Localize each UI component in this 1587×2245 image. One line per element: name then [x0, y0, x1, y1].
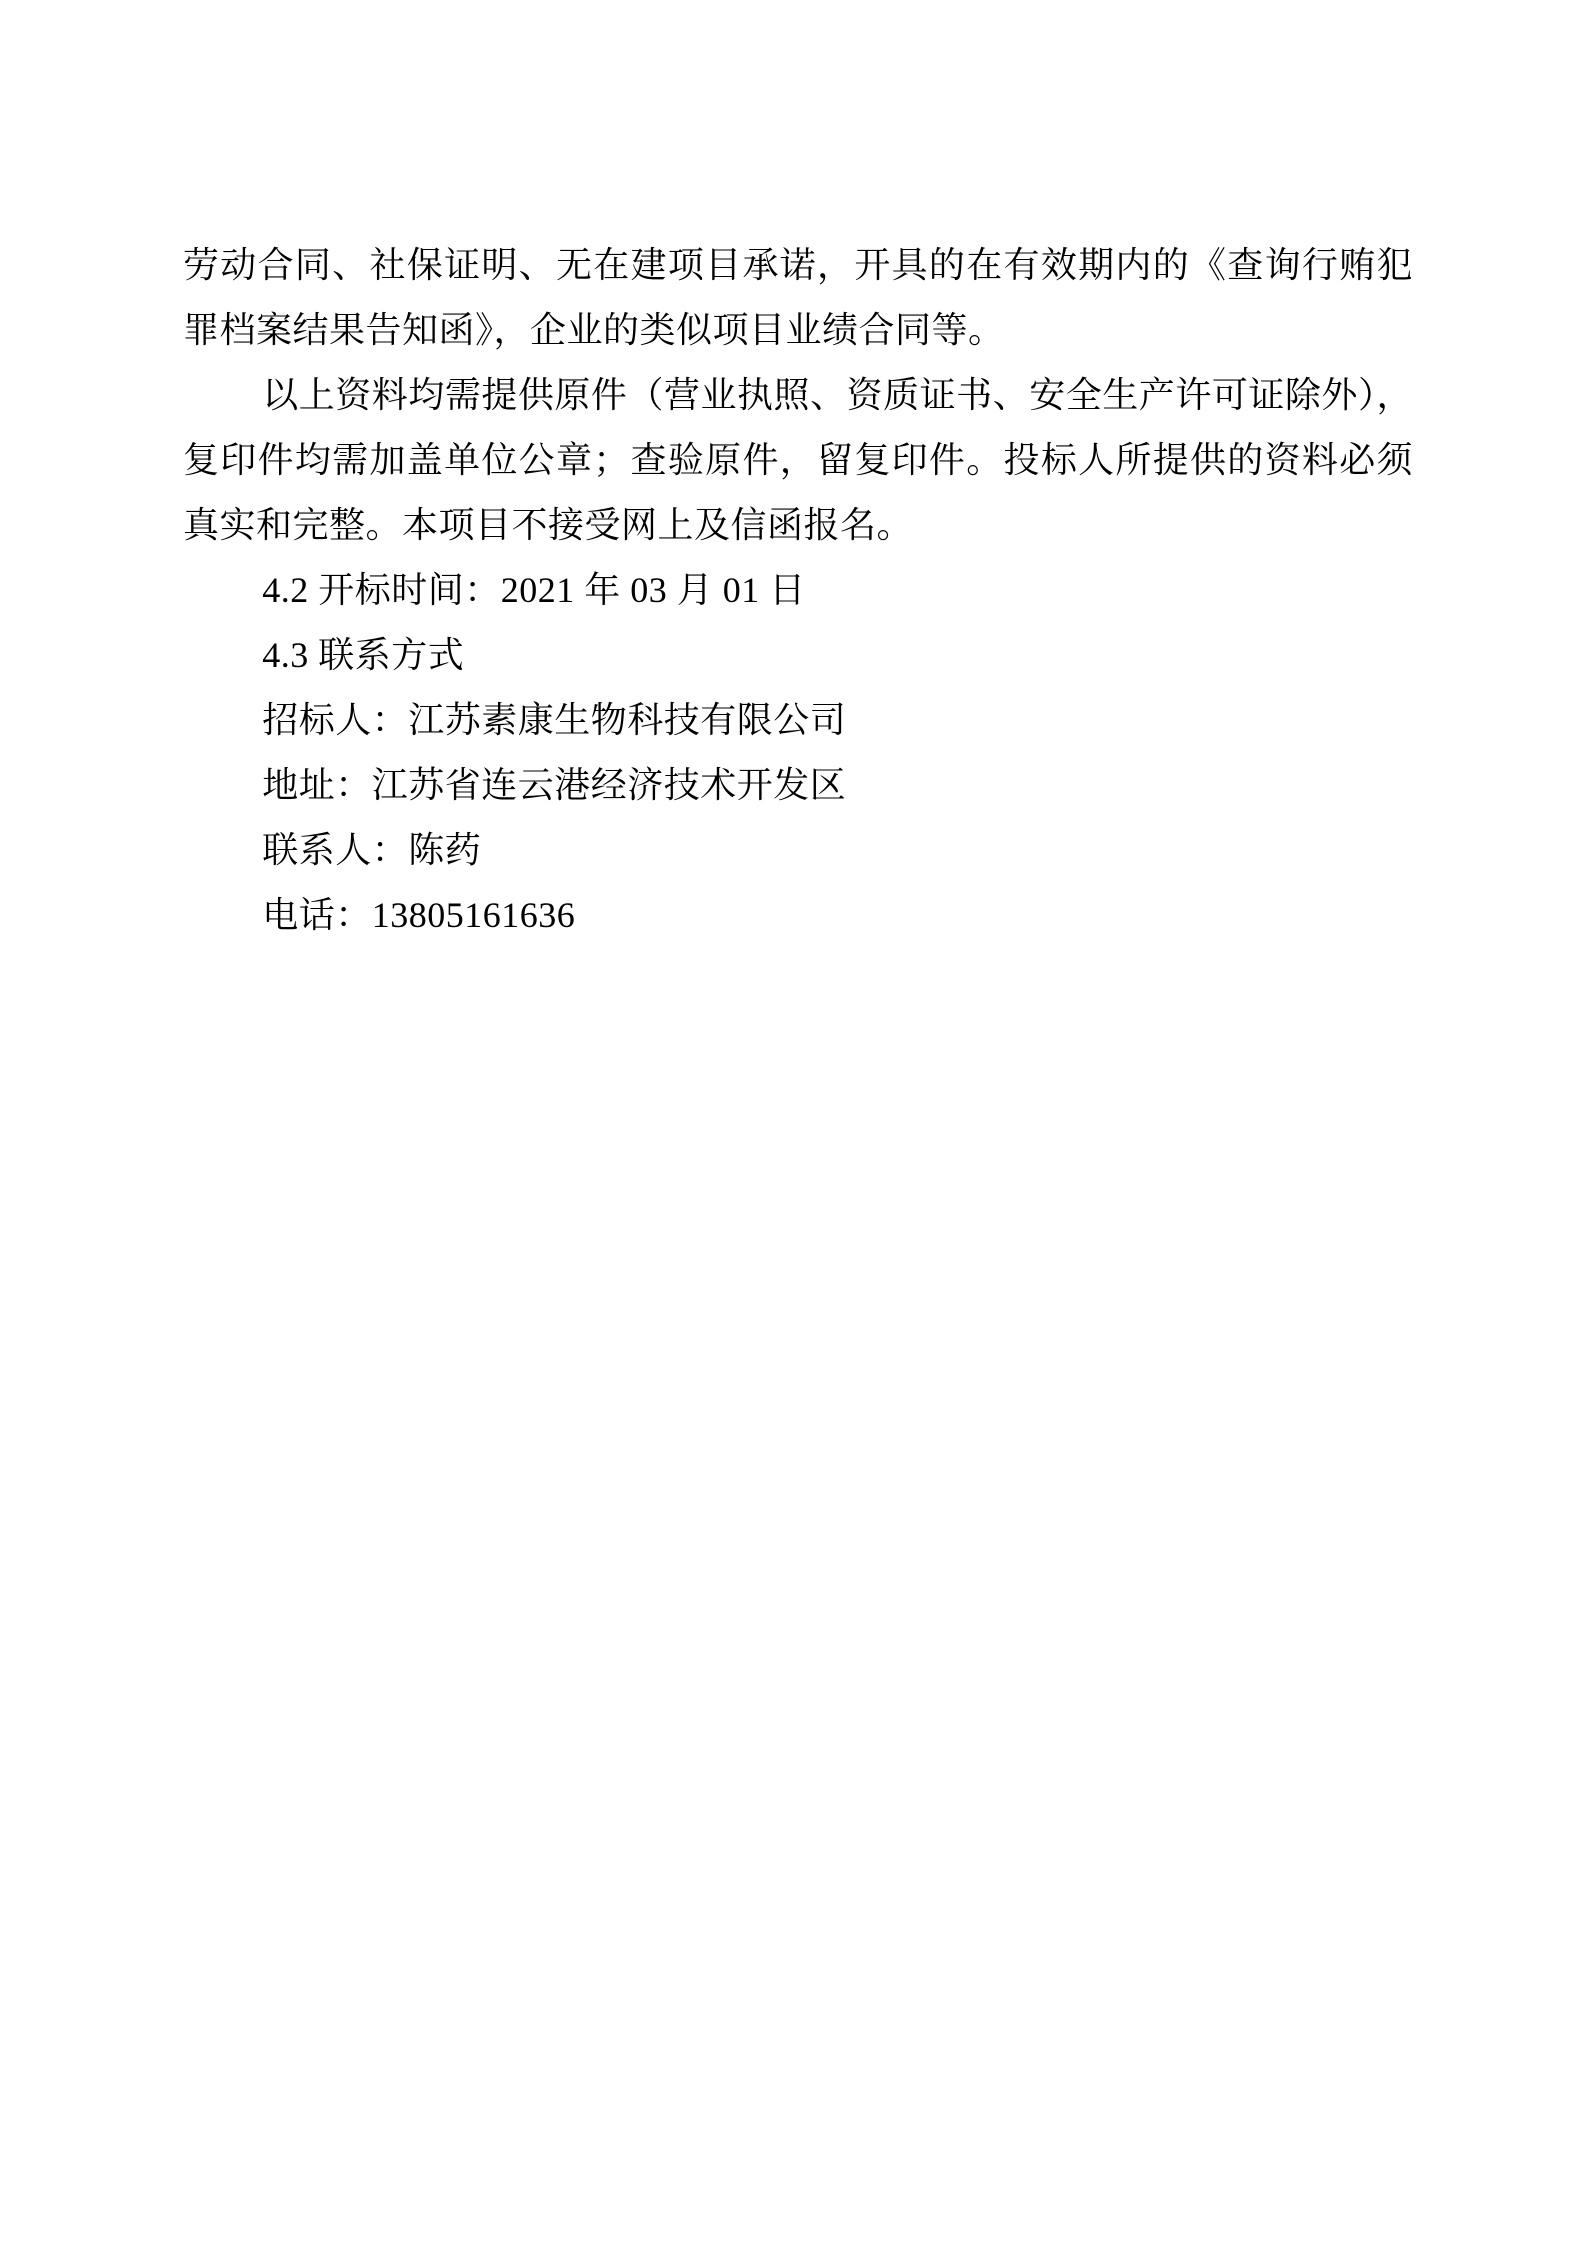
paragraph-continuation-materials: 劳动合同、社保证明、无在建项目承诺，开具的在有效期内的《查询行贿犯罪档案结果告知函》，企业的类似项目业绩合同等。 [183, 245, 1413, 350]
line-bid-opening-time: 4.2 开标时间：2021 年 03 月 01 日 [262, 570, 806, 610]
document-body [183, 233, 1413, 948]
line-phone-number: 电话：13805161636 [262, 895, 576, 935]
line-contact-person: 联系人：陈药 [262, 830, 482, 870]
line-tenderee: 招标人：江苏素康生物科技有限公司 [262, 700, 847, 740]
line-address: 地址：江苏省连云港经济技术开发区 [262, 765, 847, 805]
line-contact-section-heading: 4.3 联系方式 [262, 635, 465, 675]
paragraph-originals-requirement: 以上资料均需提供原件（营业执照、资质证书、安全生产许可证除外），复印件均需加盖单位公章；查验原件，留复印件。投标人所提供的资料必须真实和完整。本项目不接受网上及信函报名。 [183, 375, 1413, 545]
